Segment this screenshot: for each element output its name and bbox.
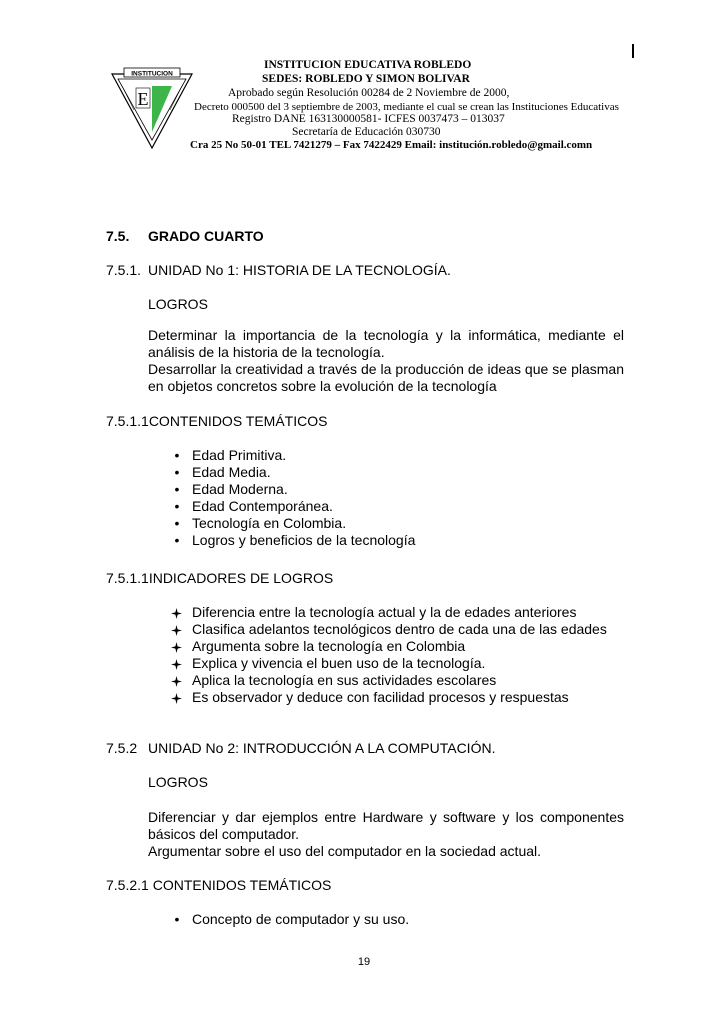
section-number: 7.5. (106, 228, 130, 244)
diamond-bullet-icon (171, 625, 182, 636)
logros-paragraph: Diferenciar y dar ejemplos entre Hardware y software y los componentes básicos del computador. (148, 809, 624, 842)
logros-paragraph: Determinar la importancia de la tecnología y la informática, mediante el análisis de la historia de la tecnología. (148, 327, 624, 360)
indicadores-list (170, 604, 626, 706)
bullet-icon: • (174, 515, 180, 531)
header-contact: Cra 25 No 50-01 TEL 7421279 – Fax 7422429 Email: institución.robledo@gmail.comn (190, 139, 593, 151)
contenidos-heading: 7.5.1.1CONTENIDOS TEMÁTICOS (106, 413, 328, 429)
bullet-icon: • (174, 532, 180, 548)
list-item: • Logros y beneficios de la tecnología (170, 532, 626, 549)
bullet-icon: • (174, 447, 180, 463)
list-item: Argumenta sobre la tecnología en Colombia (170, 638, 626, 655)
list-item: Explica y vivencia el buen uso de la tecnología. (170, 655, 626, 672)
bullet-icon: • (174, 464, 180, 480)
contenidos-heading: 7.5.2.1 CONTENIDOS TEMÁTICOS (106, 877, 332, 893)
bullet-icon: • (174, 911, 180, 927)
header-institution-name: INSTITUCION EDUCATIVA ROBLEDO (264, 59, 472, 71)
section-title: GRADO CUARTO (148, 228, 264, 244)
institution-logo (110, 66, 194, 150)
diamond-bullet-icon (171, 693, 182, 704)
header-secretaria: Secretaría de Educación 030730 (292, 126, 441, 138)
contenidos-list (170, 447, 626, 549)
list-item: • Concepto de computador y su uso. (170, 911, 626, 928)
header-registry: Registro DANE 163130000581- ICFES 0037473 – 013037 (232, 113, 505, 125)
list-item: • Edad Primitiva. (170, 447, 626, 464)
list-item: Aplica la tecnología en sus actividades escolares (170, 672, 626, 689)
section-title: UNIDAD No 1: HISTORIA DE LA TECNOLOGÍA. (148, 262, 451, 278)
logo-letter: E (137, 89, 149, 109)
logros-paragraph: Argumentar sobre el uso del computador en la sociedad actual. (148, 843, 542, 859)
list-item: • Tecnología en Colombia. (170, 515, 626, 532)
list-item: Diferencia entre la tecnología actual y la de edades anteriores (170, 604, 626, 621)
section-7-5 (106, 228, 264, 245)
diamond-bullet-icon (171, 659, 182, 670)
letterhead (0, 0, 728, 170)
list-item: • Edad Media. (170, 464, 626, 481)
list-item: Es observador y deduce con facilidad procesos y respuestas (170, 689, 626, 706)
logros-heading: LOGROS (148, 774, 208, 790)
header-sedes: SEDES: ROBLEDO Y SIMON BOLIVAR (262, 73, 470, 85)
header-approval: Aprobado según Resolución 00284 de 2 Noviembre de 2000, (228, 87, 510, 99)
page-number: 19 (357, 956, 371, 968)
section-7-5-1 (106, 262, 451, 279)
indicadores-heading: 7.5.1.1INDICADORES DE LOGROS (106, 570, 334, 586)
diamond-bullet-icon (171, 676, 182, 687)
section-number: 7.5.2 (106, 740, 138, 756)
list-item: • Edad Moderna. (170, 481, 626, 498)
header-decree: Decreto 000500 del 3 septiembre de 2003, mediante el cual se crean las Instituciones Educativas (194, 101, 619, 113)
logros-heading: LOGROS (148, 296, 208, 312)
contenidos-list (170, 911, 626, 928)
bullet-icon: • (174, 481, 180, 497)
logo-text: INSTITUCION (131, 70, 173, 78)
list-item: Clasifica adelantos tecnológicos dentro de cada una de las edades (170, 621, 626, 638)
bullet-icon: • (174, 498, 180, 514)
section-7-5-2 (106, 740, 495, 757)
diamond-bullet-icon (171, 642, 182, 653)
section-title: UNIDAD No 2: INTRODUCCIÓN A LA COMPUTACIÓN. (148, 740, 496, 756)
list-item: • Edad Contemporánea. (170, 498, 626, 515)
logros-paragraph: Desarrollar la creatividad a través de la producción de ideas que se plasman en objetos concretos sobre la evolución de la tecnología (148, 361, 624, 394)
section-number: 7.5.1. (106, 262, 142, 278)
diamond-bullet-icon (171, 608, 182, 619)
